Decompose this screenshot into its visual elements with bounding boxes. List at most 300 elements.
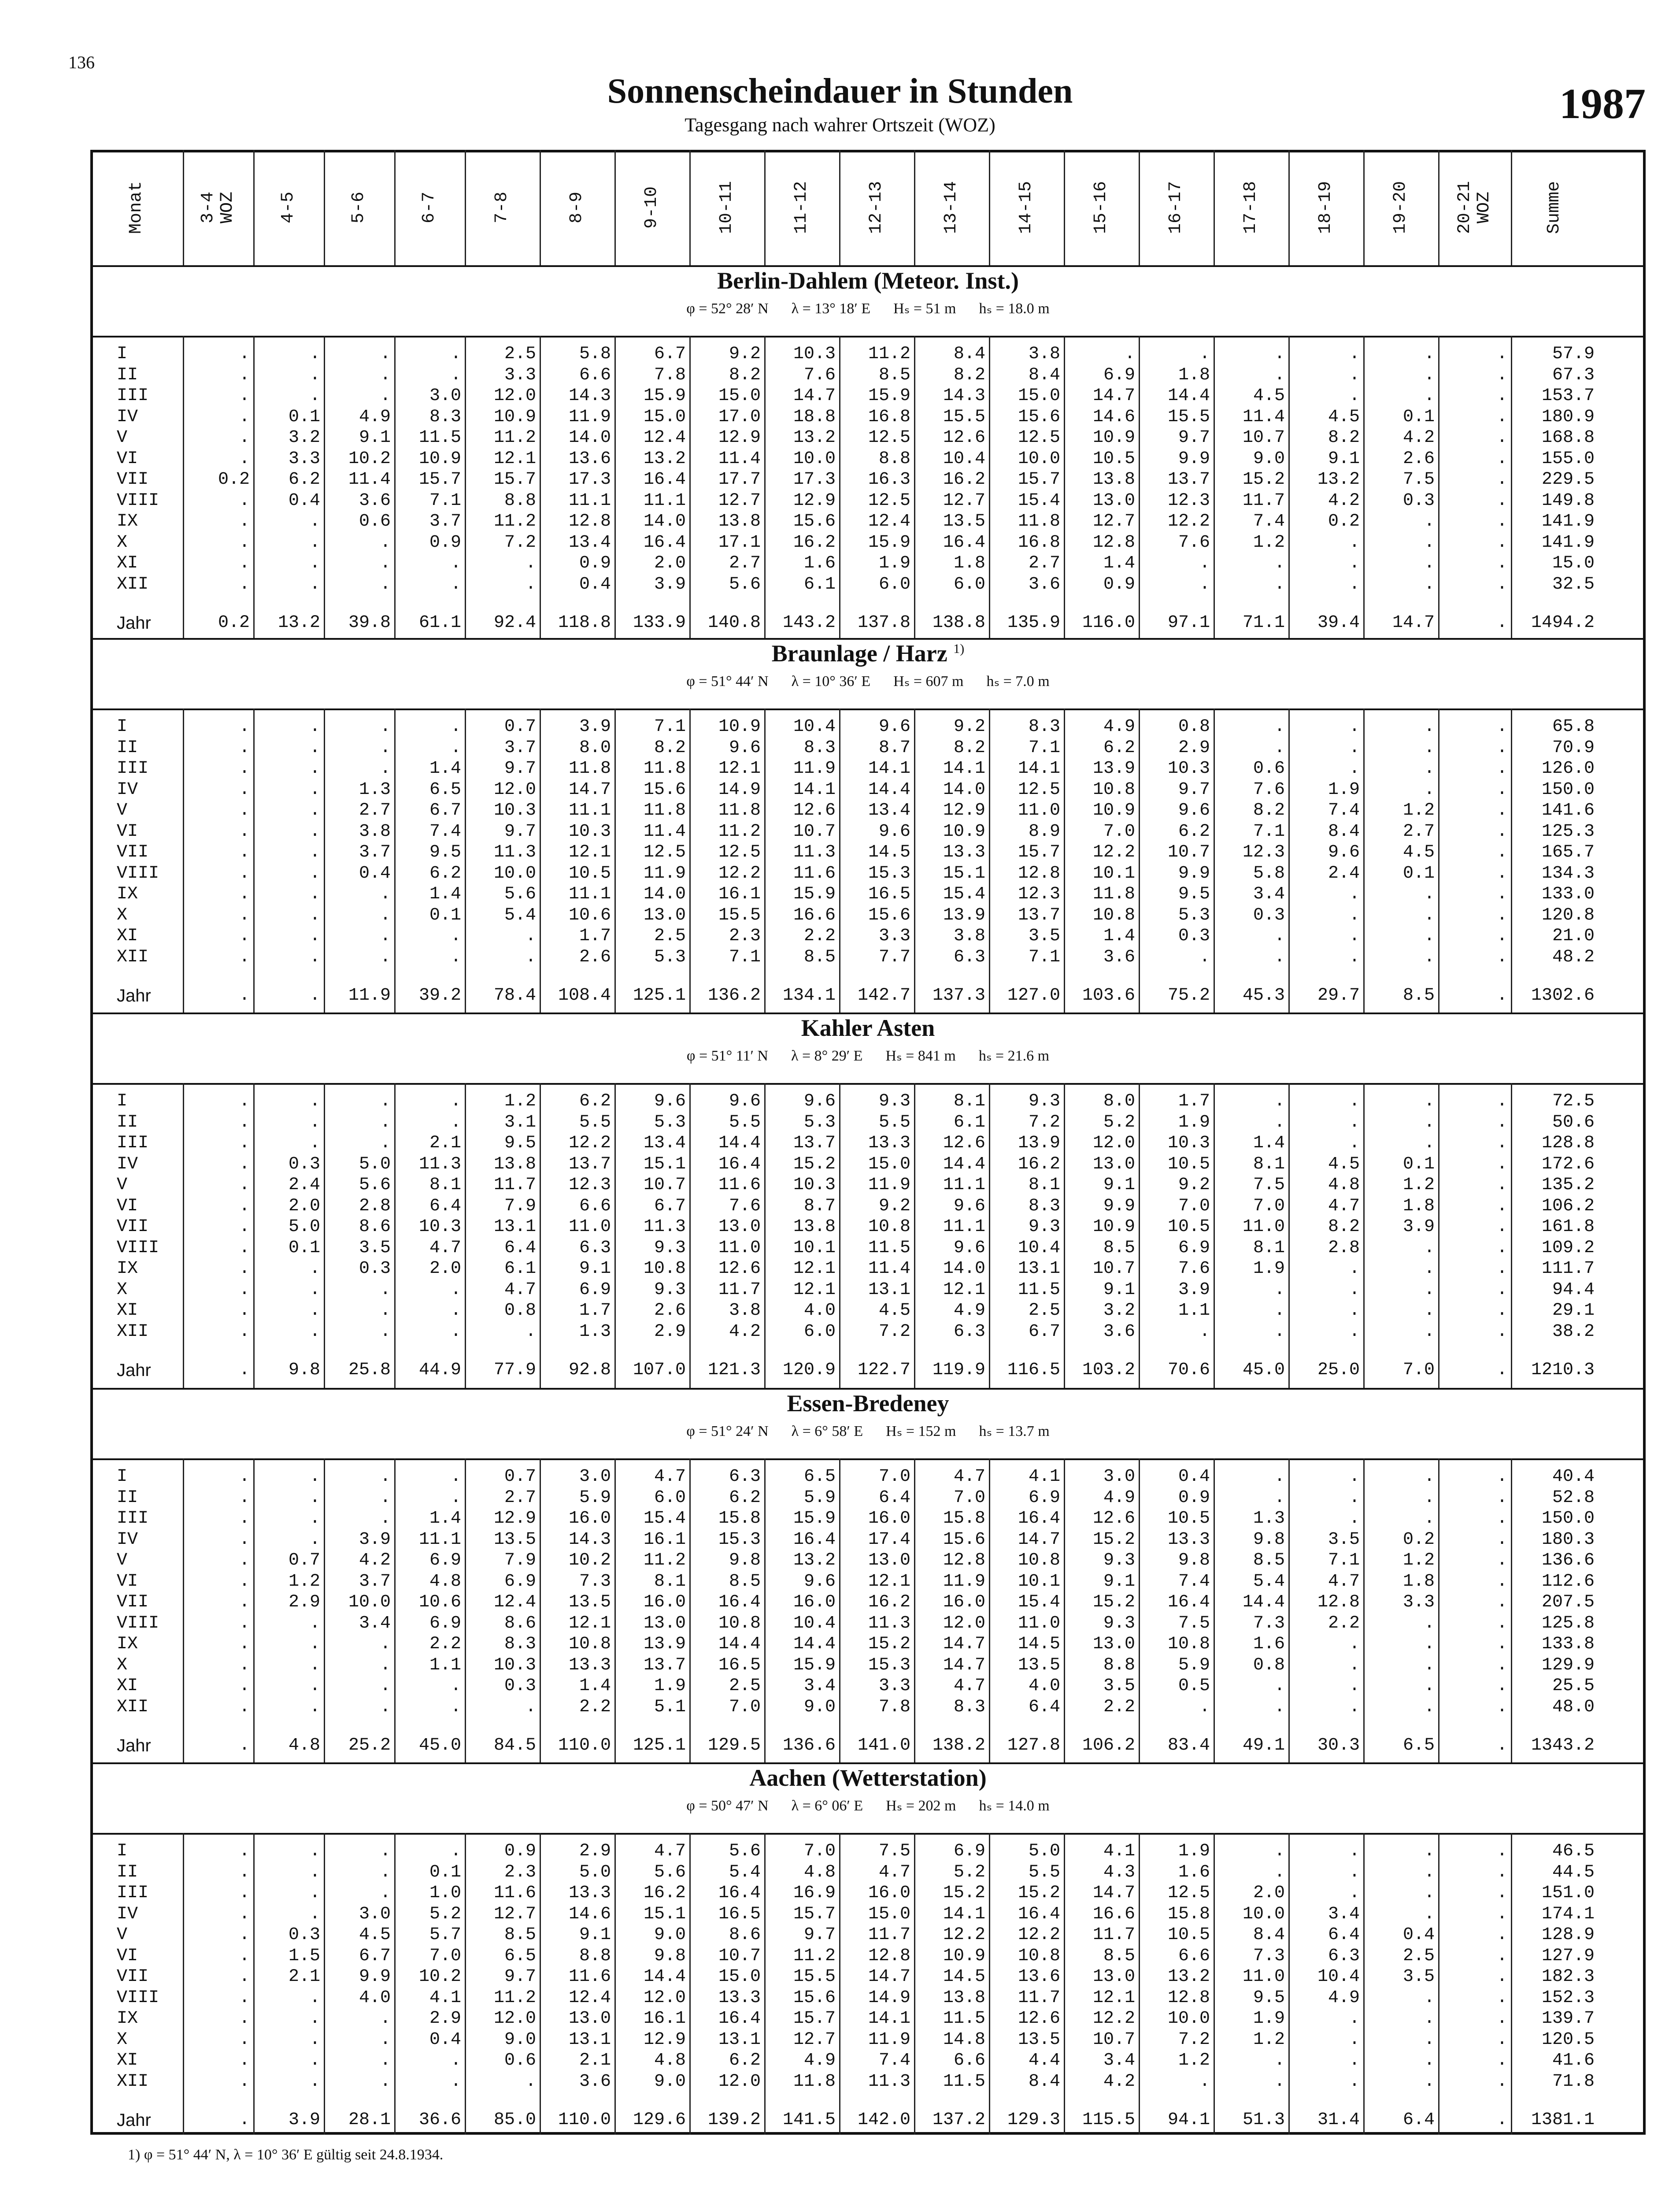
hour-cell: 7.6 [803, 365, 836, 385]
hour-cell: 9.7 [504, 1967, 536, 1987]
hour-cell: . [309, 365, 320, 385]
hour-cell: 7.0 [878, 1467, 910, 1487]
station-name-text: Braunlage / Harz [771, 640, 947, 667]
table-row [90, 1238, 1646, 1259]
summe-cell: 109.2 [1541, 1238, 1595, 1258]
summe-cell: 48.0 [1552, 1697, 1595, 1717]
hour-cell: 4.8 [654, 2051, 686, 2070]
hour-cell: 13.0 [1092, 1634, 1135, 1654]
hour-cell: 6.5 [429, 779, 461, 800]
hour-cell: . [239, 490, 250, 511]
hour-cell: 10.5 [1092, 449, 1135, 469]
hour-cell: . [1274, 1487, 1285, 1508]
summe-cell: 180.3 [1541, 1529, 1595, 1550]
hour-cell: 16.9 [793, 1883, 836, 1903]
hour-cell: 5.3 [803, 1112, 836, 1132]
hour-cell: 11.2 [493, 428, 536, 448]
jahr-hour-cell: 25.2 [348, 1736, 391, 1755]
hour-cell: 7.3 [579, 1571, 611, 1591]
header-hour-5 [465, 150, 540, 265]
hour-cell: . [309, 2029, 320, 2050]
hour-cell: 3.7 [504, 738, 536, 758]
hour-cell: 3.7 [429, 512, 461, 531]
hour-cell: . [1199, 947, 1210, 967]
table-row [90, 2050, 1646, 2071]
hour-cell: 5.3 [654, 1112, 686, 1132]
hour-cell: . [309, 1697, 320, 1717]
month-label: XI [117, 2051, 138, 2070]
hour-cell: 15.0 [868, 1154, 910, 1174]
hour-cell: 2.8 [359, 1196, 391, 1216]
hour-cell: . [1349, 1841, 1360, 1861]
hour-cell: 9.2 [1178, 1175, 1210, 1195]
hour-cell: 1.9 [878, 553, 910, 573]
hour-cell: 1.3 [1253, 1509, 1285, 1528]
hour-cell: . [239, 1217, 250, 1237]
table-row [90, 905, 1646, 926]
station-name [90, 1390, 1646, 1417]
hour-cell: . [1349, 1301, 1360, 1320]
hour-cell: . [1424, 779, 1435, 800]
hour-cell: . [1496, 821, 1507, 842]
hour-cell: 10.9 [943, 821, 985, 842]
hour-cell: 2.1 [579, 2051, 611, 2070]
summe-cell: 134.3 [1541, 863, 1595, 883]
hour-cell: . [380, 1091, 391, 1111]
hour-cell: . [1199, 344, 1210, 364]
header-hour-12 [989, 150, 1064, 265]
hour-cell: . [1496, 365, 1507, 385]
hour-cell: 3.3 [878, 1676, 910, 1696]
hour-cell: 10.3 [493, 801, 536, 820]
hour-cell: 9.6 [878, 821, 910, 842]
hour-cell: . [380, 1133, 391, 1153]
station-coordinates [90, 672, 1646, 690]
hour-cell: 2.9 [1178, 738, 1210, 758]
hour-cell: 8.3 [429, 407, 461, 427]
hour-cell: 13.4 [568, 532, 611, 553]
hour-cell: 12.5 [1018, 428, 1060, 448]
hour-cell: . [1274, 365, 1285, 385]
hour-cell: 12.1 [568, 1613, 611, 1633]
hour-cell: 11.7 [868, 1925, 910, 1945]
hour-cell: . [309, 1676, 320, 1696]
summe-cell: 161.8 [1541, 1217, 1595, 1237]
hour-cell: 12.9 [943, 801, 985, 820]
hour-cell: . [1496, 1091, 1507, 1111]
hour-cell: . [1274, 344, 1285, 364]
hour-cell: 2.0 [288, 1196, 320, 1216]
hour-cell: 16.4 [793, 1529, 836, 1550]
month-label: IX [117, 1259, 138, 1279]
hour-cell: . [1349, 1467, 1360, 1487]
hour-cell: 3.3 [504, 365, 536, 385]
hour-cell: 4.0 [359, 1988, 391, 2008]
jahr-hour-cell: 116.0 [1082, 613, 1135, 633]
hour-cell: . [1424, 1238, 1435, 1258]
coord-phi: φ = 51° 44′ N [686, 673, 769, 690]
hour-cell: 15.1 [643, 1904, 686, 1924]
hour-cell: 3.9 [1178, 1280, 1210, 1300]
hour-cell: . [1496, 1697, 1507, 1717]
hour-cell: 12.3 [1167, 490, 1210, 511]
hour-cell: 4.7 [953, 1676, 985, 1696]
hour-cell: 6.9 [953, 1841, 985, 1861]
hour-cell: 12.8 [1018, 863, 1060, 883]
hour-cell: 11.9 [868, 2029, 910, 2050]
table-row [90, 1508, 1646, 1529]
hour-cell: 1.9 [1328, 779, 1360, 800]
hour-cell: 9.0 [803, 1697, 836, 1717]
jahr-hour-cell: . [1496, 613, 1507, 633]
hour-cell: 6.1 [953, 1112, 985, 1132]
hour-cell: 11.1 [943, 1175, 985, 1195]
hour-cell: 14.9 [868, 1988, 910, 2008]
hour-cell: 9.1 [1328, 449, 1360, 469]
hour-cell: 5.3 [1178, 905, 1210, 925]
hour-cell: . [1349, 553, 1360, 573]
station-name-text: Berlin-Dahlem (Meteor. Inst.) [717, 267, 1019, 294]
hour-cell: . [309, 1487, 320, 1508]
hour-cell: 11.3 [793, 842, 836, 862]
jahr-hour-cell: 85.0 [493, 2110, 536, 2130]
hour-cell: 12.7 [943, 490, 985, 511]
coord-phi: φ = 52° 28′ N [686, 300, 769, 317]
header-hour-3 [324, 150, 394, 265]
hour-cell: 7.1 [1028, 947, 1060, 967]
hour-cell: 9.0 [654, 2071, 686, 2092]
hour-cell: . [1496, 553, 1507, 573]
summe-cell: 120.8 [1541, 905, 1595, 925]
hour-cell: 17.3 [793, 470, 836, 490]
month-label: IX [117, 512, 138, 531]
header-label: 14-15 [1016, 181, 1036, 234]
hour-cell: 14.4 [943, 1154, 985, 1174]
hour-cell: 6.6 [579, 1196, 611, 1216]
hour-cell: 2.2 [1103, 1697, 1135, 1717]
jahr-hour-cell: 121.3 [707, 1360, 761, 1380]
hour-cell: 1.2 [288, 1571, 320, 1591]
hour-cell: 6.1 [504, 1259, 536, 1279]
hour-cell: 1.8 [1178, 365, 1210, 385]
hour-cell: 9.6 [1178, 801, 1210, 820]
month-label: I [117, 1467, 128, 1487]
month-label: X [117, 532, 128, 553]
hour-cell: . [1496, 428, 1507, 448]
jahr-hour-cell: 140.8 [707, 613, 761, 633]
coord-hs: Hₛ = 202 m [886, 1798, 956, 1814]
hour-cell: 8.4 [1253, 1925, 1285, 1945]
hour-cell: . [380, 574, 391, 594]
table-row [90, 758, 1646, 779]
hour-cell: 1.2 [1402, 1175, 1435, 1195]
jahr-hour-cell: 71.1 [1242, 613, 1285, 633]
hour-cell: 0.1 [1402, 863, 1435, 883]
hour-cell: 15.9 [793, 884, 836, 904]
hour-cell: 5.9 [579, 1487, 611, 1508]
hour-cell: 10.0 [348, 1592, 391, 1612]
hour-cell: 1.4 [1103, 553, 1135, 573]
jahr-hour-cell: 133.9 [633, 613, 686, 633]
hour-cell: . [450, 1321, 461, 1342]
hour-cell: . [1274, 1697, 1285, 1717]
hour-cell: 9.5 [1253, 1988, 1285, 2008]
hour-cell: 8.4 [1028, 2071, 1060, 2092]
jahr-hour-cell: 141.0 [857, 1736, 910, 1755]
table-row [90, 1154, 1646, 1175]
hour-cell: 0.9 [1178, 1487, 1210, 1508]
month-label: IX [117, 884, 138, 904]
hour-cell: 14.3 [568, 386, 611, 406]
hour-cell: 12.6 [943, 1133, 985, 1153]
hour-cell: . [239, 1946, 250, 1966]
hour-cell: . [239, 1259, 250, 1279]
header-hour-7 [614, 150, 689, 265]
hour-cell: . [239, 1697, 250, 1717]
hour-cell: 14.6 [1092, 407, 1135, 427]
table-row [90, 821, 1646, 842]
hour-cell: 10.5 [1167, 1925, 1210, 1945]
summe-cell: 149.8 [1541, 490, 1595, 511]
hour-cell: . [239, 1592, 250, 1612]
hour-cell: . [239, 1529, 250, 1550]
hour-cell: 15.0 [1018, 386, 1060, 406]
summe-cell: 40.4 [1552, 1467, 1595, 1487]
table-row [90, 716, 1646, 738]
hour-cell: 0.1 [288, 1238, 320, 1258]
hour-cell: 14.5 [943, 1967, 985, 1987]
hour-cell: 10.6 [418, 1592, 461, 1612]
hour-cell: 11.3 [418, 1154, 461, 1174]
hour-cell: . [450, 1841, 461, 1861]
hour-cell: . [1199, 553, 1210, 573]
hour-cell: 1.2 [1253, 532, 1285, 553]
hour-cell: 15.4 [943, 884, 985, 904]
hour-cell: 8.4 [1028, 365, 1060, 385]
summe-cell: 106.2 [1541, 1196, 1595, 1216]
table-row [90, 1966, 1646, 1988]
hour-cell: . [1424, 1862, 1435, 1882]
hour-cell: . [1424, 738, 1435, 758]
hour-cell: . [309, 926, 320, 946]
hour-cell: 8.2 [1328, 428, 1360, 448]
table-row [90, 738, 1646, 759]
hour-cell: 9.1 [359, 428, 391, 448]
summe-cell: 153.7 [1541, 386, 1595, 406]
table-row [90, 2029, 1646, 2051]
month-label: XII [117, 947, 149, 967]
hour-cell: 16.0 [868, 1509, 910, 1528]
hour-cell: 17.3 [568, 470, 611, 490]
month-label: IX [117, 2009, 138, 2029]
hour-cell: 6.2 [429, 863, 461, 883]
jahr-row [90, 1735, 1646, 1756]
hour-cell: 1.7 [579, 1301, 611, 1320]
hour-cell: . [1349, 365, 1360, 385]
hour-cell: 15.7 [493, 470, 536, 490]
hour-cell: 16.4 [643, 470, 686, 490]
header-label: Summe [1544, 181, 1564, 234]
hour-cell: . [1496, 1238, 1507, 1258]
hour-cell: 9.7 [504, 759, 536, 779]
hour-cell: 15.7 [793, 2009, 836, 2029]
hour-cell: 1.1 [429, 1655, 461, 1675]
hour-cell: 9.2 [953, 717, 985, 737]
hour-cell: . [239, 428, 250, 448]
hour-cell: 10.5 [1167, 1217, 1210, 1237]
hour-cell: . [239, 1467, 250, 1487]
coord-hs: Hₛ = 607 m [893, 673, 964, 690]
jahr-hour-cell: 129.6 [633, 2110, 686, 2130]
hour-cell: 1.0 [429, 1883, 461, 1903]
hour-cell: . [309, 1133, 320, 1153]
hour-cell: 3.6 [1103, 947, 1135, 967]
table-row [90, 1655, 1646, 1676]
hour-cell: 8.4 [953, 344, 985, 364]
hour-cell: 17.4 [868, 1529, 910, 1550]
hour-cell: 14.7 [1092, 386, 1135, 406]
hour-cell: 14.7 [943, 1655, 985, 1675]
hour-cell: 5.5 [878, 1112, 910, 1132]
hour-cell: 12.3 [1242, 842, 1285, 862]
hour-cell: . [1349, 1697, 1360, 1717]
hour-cell: 3.4 [1253, 884, 1285, 904]
hour-cell: 3.0 [579, 1467, 611, 1487]
table-row [90, 1697, 1646, 1718]
hour-cell: 1.4 [429, 884, 461, 904]
header-hour-9 [764, 150, 839, 265]
hour-cell: 0.3 [359, 1259, 391, 1279]
hour-cell: 13.3 [1167, 1529, 1210, 1550]
hour-cell: . [1424, 759, 1435, 779]
hour-cell: 10.3 [793, 344, 836, 364]
hour-cell: . [1274, 1091, 1285, 1111]
jahr-row [90, 985, 1646, 1006]
hour-cell: . [239, 1988, 250, 2008]
jahr-hour-cell: 138.8 [932, 613, 985, 633]
hour-cell: 13.1 [568, 2029, 611, 2050]
month-label: IV [117, 1154, 138, 1174]
jahr-hour-cell: 11.9 [348, 986, 391, 1005]
hour-cell: 8.5 [1103, 1238, 1135, 1258]
hour-cell: . [380, 1676, 391, 1696]
hour-cell: . [1349, 738, 1360, 758]
hour-cell: . [239, 532, 250, 553]
hour-cell: 11.9 [868, 1175, 910, 1195]
hour-cell: 10.8 [1018, 1946, 1060, 1966]
hour-cell: 3.7 [359, 1571, 391, 1591]
header-hour-17 [1363, 150, 1438, 265]
hour-cell: 1.8 [1402, 1196, 1435, 1216]
header-label: 10-11 [717, 181, 736, 234]
hour-cell: 5.2 [1103, 1112, 1135, 1132]
hour-cell: 11.6 [493, 1883, 536, 1903]
hour-cell: . [380, 1841, 391, 1861]
hour-cell: . [239, 1301, 250, 1320]
table-row [90, 344, 1646, 365]
hour-cell: 12.9 [493, 1509, 536, 1528]
table-row [90, 1216, 1646, 1238]
coord-lambda: λ = 6° 58′ E [791, 1423, 863, 1439]
hour-cell: 13.4 [643, 1133, 686, 1153]
hour-cell: 14.5 [868, 842, 910, 862]
coord-lambda: λ = 8° 29′ E [791, 1048, 863, 1064]
hour-cell: 3.3 [1402, 1592, 1435, 1612]
hour-cell: 10.8 [718, 1613, 761, 1633]
hour-cell: 7.7 [878, 947, 910, 967]
hour-cell: 2.7 [1028, 553, 1060, 573]
hour-cell: 12.1 [568, 842, 611, 862]
jahr-summe-cell: 1302.6 [1531, 986, 1595, 1005]
hour-cell: 15.5 [1167, 407, 1210, 427]
jahr-hour-cell: 49.1 [1242, 1736, 1285, 1755]
hour-cell: 6.3 [729, 1467, 761, 1487]
hour-cell: . [239, 1967, 250, 1987]
hour-cell: 11.8 [643, 801, 686, 820]
hour-cell: 3.2 [1103, 1301, 1135, 1320]
jahr-label: Jahr [117, 986, 151, 1005]
hour-cell: 10.8 [1018, 1550, 1060, 1570]
table-row [90, 863, 1646, 884]
hour-cell: 1.9 [1178, 1841, 1210, 1861]
hour-cell: 12.8 [1092, 532, 1135, 553]
hour-cell: 6.7 [429, 801, 461, 820]
hour-cell: 4.5 [1402, 842, 1435, 862]
hour-cell: 2.1 [429, 1133, 461, 1153]
hour-cell: 1.1 [1178, 1301, 1210, 1320]
month-label: IV [117, 779, 138, 800]
summe-cell: 136.6 [1541, 1550, 1595, 1570]
header-label: 12-13 [866, 181, 886, 234]
hour-cell: 6.2 [288, 470, 320, 490]
hour-cell: . [525, 926, 536, 946]
hour-cell: 1.6 [1178, 1862, 1210, 1882]
hour-cell: 15.7 [1018, 842, 1060, 862]
hour-cell: 14.0 [943, 1259, 985, 1279]
hour-cell: . [450, 1487, 461, 1508]
hour-cell: 13.5 [943, 512, 985, 531]
table-row [90, 1300, 1646, 1321]
hour-cell: . [239, 1904, 250, 1924]
hour-cell: 9.5 [429, 842, 461, 862]
hour-cell: . [239, 2009, 250, 2029]
hour-cell: . [309, 884, 320, 904]
hour-cell: . [309, 2071, 320, 2092]
hour-cell: 11.2 [493, 1988, 536, 2008]
hour-cell: 11.2 [493, 512, 536, 531]
hour-cell: . [309, 1112, 320, 1132]
hour-cell: . [309, 1509, 320, 1528]
hour-cell: . [1496, 407, 1507, 427]
hour-cell: 12.2 [1167, 512, 1210, 531]
hour-cell: . [1274, 926, 1285, 946]
jahr-hour-cell: . [1496, 1360, 1507, 1380]
hour-cell: 11.1 [568, 801, 611, 820]
hour-cell: 1.8 [1402, 1571, 1435, 1591]
hour-cell: 14.6 [568, 1904, 611, 1924]
hour-cell: 4.7 [654, 1467, 686, 1487]
hour-cell: 3.8 [729, 1301, 761, 1320]
hour-cell: . [1424, 1280, 1435, 1300]
hour-cell: 16.4 [943, 532, 985, 553]
table-row [90, 1592, 1646, 1613]
hour-cell: 6.7 [654, 1196, 686, 1216]
month-label: VIII [117, 490, 159, 511]
hour-cell: . [380, 532, 391, 553]
hour-cell: 2.0 [1253, 1883, 1285, 1903]
coord-hb: hₛ = 21.6 m [978, 1048, 1050, 1064]
jahr-hour-cell: 30.3 [1317, 1736, 1360, 1755]
